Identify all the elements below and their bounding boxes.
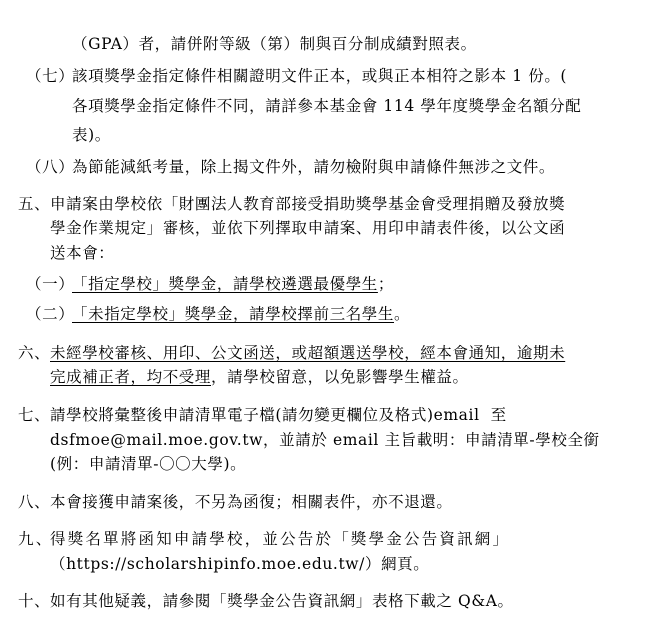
section-5-item-1-marker: （一） <box>26 275 75 293</box>
section-7-line-1: 請學校將彙整後申請清單電子檔(請勿變更欄位及格式)email 至 <box>50 406 507 424</box>
section-10-line-1: 如有其他疑義，請參閱「獎學金公告資訊網」表格下載之 Q&A。 <box>50 592 514 610</box>
section-7-line-2: dsfmoe@mail.moe.gov.tw，並請於 email 主旨載明：申請清單-學校全銜 <box>50 431 600 449</box>
section-6-line-2-rest: ，請學校留意，以免影響學生權益。 <box>211 368 469 386</box>
item-7-line-3: 表)。 <box>72 126 111 144</box>
section-5-marker: 五、 <box>18 195 51 213</box>
section-6-line-2 <box>50 366 469 388</box>
item-7-line-2: 各項獎學金指定條件不同，請詳參本基金會 114 學年度獎學金名額分配 <box>72 97 582 115</box>
item-8-line-1: 為節能減紙考量，除上揭文件外，請勿檢附與申請條件無涉之文件。 <box>72 158 556 176</box>
section-6-line-1: 未經學校審核、用印、公文函送，或超額選送學校，經本會通知，逾期未 <box>50 344 566 362</box>
section-5-item-2-marker: （二） <box>26 305 75 323</box>
section-9-marker: 九、 <box>18 530 54 548</box>
section-7-line-3: (例：申請清單-〇〇大學)。 <box>50 455 247 473</box>
section-5-line-1: 申請案由學校依「財團法人教育部接受捐助獎學基金會受理捐贈及發放獎 <box>50 195 566 213</box>
item-7-line-1: 該項獎學金指定條件相關證明文件正本，或與正本相符之影本 1 份。( <box>72 67 568 85</box>
section-8-line-1: 本會接獲申請案後，不另為函復；相關表件，亦不退還。 <box>50 493 453 511</box>
section-7-marker: 七、 <box>18 406 51 424</box>
section-6-marker: 六、 <box>18 344 51 362</box>
item-7-marker: （七） <box>26 67 75 85</box>
section-5-line-2: 學金作業規定」審核，並依下列擇取申請案、用印申請表件後，以公文函 <box>50 219 566 237</box>
section-9-line-2: （https://scholarshipinfo.moe.edu.tw/）網頁。 <box>50 555 430 573</box>
section-5-item-2 <box>72 303 410 325</box>
section-5-item-1-text: 「指定學校」獎學金，請學校遴選最優學生 <box>72 275 378 293</box>
section-5-item-2-text: 「未指定學校」獎學金，請學校擇前三名學生 <box>72 305 395 323</box>
section-5-line-3: 送本會： <box>50 244 115 262</box>
section-10-marker: 十、 <box>18 592 51 610</box>
section-6-underlined-text: 完成補正者，均不受理 <box>50 368 212 386</box>
section-5-item-1-end: ； <box>377 275 395 293</box>
section-5-item-2-end: 。 <box>394 305 411 323</box>
item-6-continuation: （GPA）者，請併附等級（第）制與百分制成績對照表。 <box>72 35 477 53</box>
item-8-marker: （八） <box>26 158 75 176</box>
section-9-line-1: 得獎名單將函知申請學校，並公告於「獎學金公告資訊網」 <box>50 530 511 548</box>
section-5-item-1 <box>72 273 394 295</box>
section-8-marker: 八、 <box>18 493 51 511</box>
